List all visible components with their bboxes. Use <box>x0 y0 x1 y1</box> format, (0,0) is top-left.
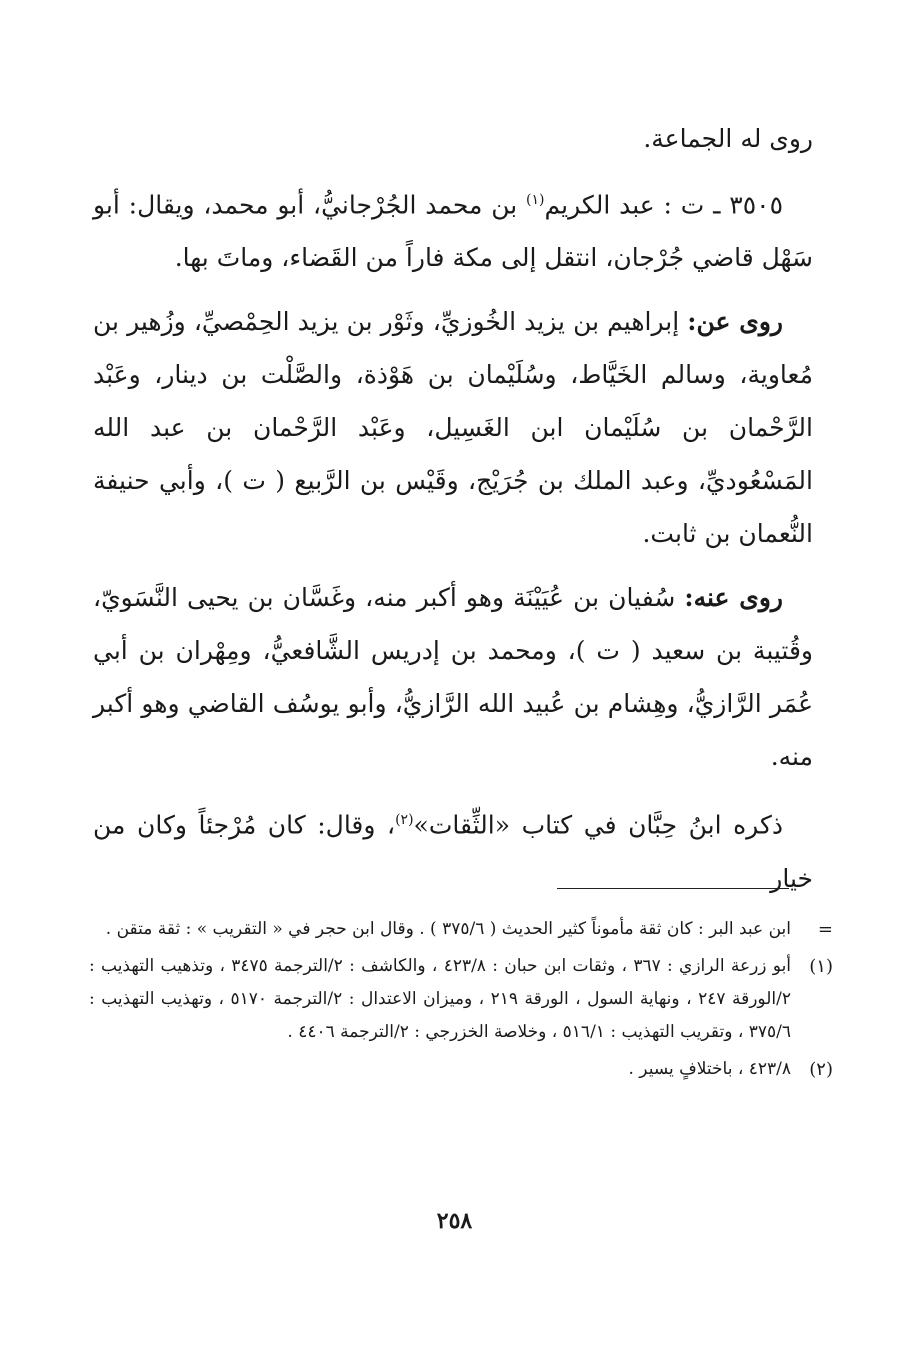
footnote-text: ابن عبد البر : كان ثقة مأموناً كثير الحديث ( ٣٧٥/٦ ) . وقال ابن حجر في « التقريب » : ثقة متقن . <box>105 919 791 939</box>
footnote-2 <box>89 1053 833 1086</box>
footnote-number: (١) <box>809 956 833 977</box>
narrated-from-paragraph <box>93 295 813 560</box>
footnote-text: ٤٢٣/٨ ، باختلافٍ يسير . <box>628 1059 791 1079</box>
page-number: ٢٥٨ <box>436 1208 473 1234</box>
footnote-1 <box>89 950 833 1049</box>
footnote-number: (٢) <box>809 1059 833 1080</box>
mentioned-by-text: ذكره ابنُ حِبَّان في كتاب «الثِّقات» <box>413 810 783 840</box>
footnotes-block <box>89 913 833 1090</box>
footnote-ref-2: (٢) <box>395 812 414 829</box>
footnote-continuation-mark: = <box>817 919 833 940</box>
paragraph-ending-prev-entry: روى له الجماعة. <box>643 124 813 153</box>
footnote-ref-1: (١) <box>526 192 545 208</box>
footnote-separator <box>557 888 789 889</box>
narrated-from-text: إبراهيم بن يزيد الخُوزيِّ، وثَوْر بن يزيد الحِمْصيِّ، وزُهير بن مُعاوية، وسالم الخَيَّاط، وسُلَيْمان بن هَوْذة، والصَّلْت بن دينار، وعَبْد الرَّحْمان بن سُلَيْمان ابن الغَسِيل، وعَبْد الرَّحْمان بن عبد الله المَسْعُوديِّ، وعبد الملك بن جُرَيْج، وقَيْس بن الرَّبيع ( ت )، وأبي حنيفة النُّعمان بن ثابت. <box>93 307 813 549</box>
main-text-block <box>93 112 813 916</box>
narrated-by-label: روى عنه: <box>684 583 784 613</box>
footnote-continued <box>89 913 833 946</box>
narrated-by-text: سُفيان بن عُيَيْنَة وهو أكبر منه، وغَسَّان بن يحيى النَّسَويّ، وقُتيبة بن سعيد ( ت )، ومحمد بن إدريس الشَّافعيُّ، ومِهْران بن أبي عُمَر الرَّازيُّ، وهِشام بن عُبيد الله الرَّازيُّ، وأبو يوسُف القاضي وهو أكبر منه. <box>93 583 813 772</box>
footnote-text: أبو زرعة الرازي : ٣٦٧ ، وثقات ابن حبان : ٤٢٣/٨ ، والكاشف : ٢/الترجمة ٣٤٧٥ ، وتذهيب التهذيب : ٢/الورقة ٢٤٧ ، ونهاية السول ، الورقة ٢١٩ ، وميزان الاعتدال : ٢/الترجمة ٥١٧٠ ، وتهذيب التهذيب : ٣٧٥/٦ ، وتقريب التهذيب : ٥١٦/١ ، وخلاصة الخزرجي : ٢/الترجمة ٤٤٠٦ . <box>89 956 792 1042</box>
entry-heading-paragraph <box>93 174 813 284</box>
narrated-by-paragraph <box>93 571 813 783</box>
entry-heading-text: ٣٥٠٥ ـ ت : عبد الكريم <box>544 190 784 220</box>
mentioned-by-text-cont: ، وقال: كان مُرْجئاً وكان من خيار <box>93 810 813 893</box>
entry-heading-text-cont: بن محمد الجُرْجانيُّ، أبو محمد، ويقال: أبو سَهْل قاضي جُرْجان، انتقل إلى مكة فاراً من القَضاء، وماتَ بها. <box>93 190 813 273</box>
narrated-from-label: روى عن: <box>687 307 783 337</box>
